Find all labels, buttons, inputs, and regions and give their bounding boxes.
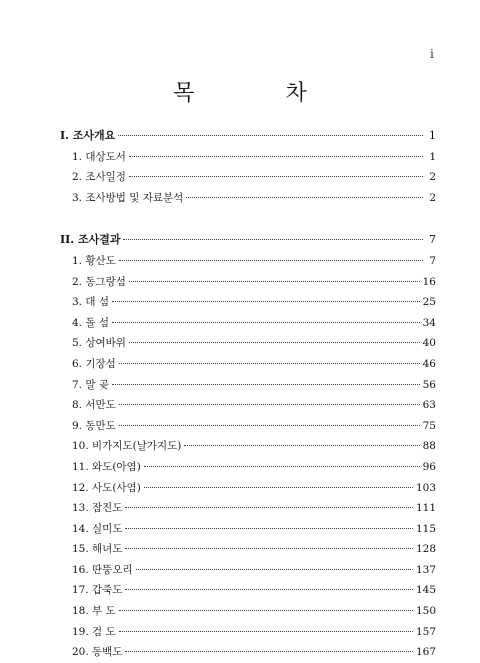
toc-entry[interactable]	[60, 622, 436, 643]
toc-entry[interactable]	[60, 375, 436, 396]
toc-page-number: 2	[429, 171, 436, 184]
dot-leader	[136, 568, 413, 570]
toc-entry-label: 5. 상여바위	[72, 337, 126, 350]
dot-leader	[112, 321, 420, 323]
toc-page-number: 128	[415, 543, 436, 556]
toc-page-number: 1	[429, 150, 436, 163]
toc-section-label: I. 조사개요	[60, 129, 116, 142]
toc-page-number: 7	[429, 254, 436, 267]
toc-entry-label: 17. 갑죽도	[72, 584, 123, 597]
toc-page-number: 7	[429, 233, 436, 247]
toc-page-number: 75	[422, 419, 436, 432]
toc-entry[interactable]	[60, 354, 436, 375]
toc-entry-label: 4. 돌 섬	[72, 316, 109, 329]
dot-leader	[119, 424, 420, 426]
section-gap	[60, 208, 436, 230]
toc-entry[interactable]	[60, 292, 436, 313]
dot-leader	[125, 588, 412, 590]
toc-entry-label: 11. 와도(아염)	[72, 460, 141, 473]
toc-section-overview[interactable]	[60, 126, 436, 147]
toc-entry-label: 10. 비가지도(날가지도)	[72, 440, 182, 453]
toc-entry-label: 1. 대상도서	[72, 150, 126, 163]
toc-entry-label: 20. 동백도	[72, 646, 123, 659]
toc-entry-label: 1. 황산도	[72, 254, 116, 267]
toc-entry[interactable]	[60, 498, 436, 519]
toc-page-number: 25	[422, 296, 436, 309]
toc-entry-label: 3. 조사방법 및 자료분석	[72, 191, 184, 204]
page-title: 목 차	[173, 81, 349, 106]
toc-entry[interactable]	[60, 539, 436, 560]
dot-leader	[125, 547, 412, 549]
toc-entry[interactable]	[60, 395, 436, 416]
toc-entry[interactable]	[60, 601, 436, 622]
toc-entry-label: 19. 검 도	[72, 625, 116, 638]
toc-entry[interactable]	[60, 333, 436, 354]
toc-entry-label: 2. 조사일정	[72, 171, 126, 184]
toc-page-number: 96	[422, 460, 436, 473]
toc-page-number: 137	[415, 563, 436, 576]
toc-entry-label: 14. 실미도	[72, 522, 123, 535]
toc-entry-label: 15. 해녀도	[72, 543, 123, 556]
dot-leader	[112, 383, 420, 385]
dot-leader	[129, 175, 423, 177]
dot-leader	[129, 341, 420, 343]
toc-page-number: 145	[415, 584, 436, 597]
toc-page-number: 63	[422, 399, 436, 412]
toc-entry[interactable]	[60, 478, 436, 499]
dot-leader	[186, 196, 423, 198]
toc-entry[interactable]	[60, 519, 436, 540]
toc-entry-label: 9. 동만도	[72, 419, 116, 432]
toc-page-number: 40	[422, 337, 436, 350]
toc-entry[interactable]	[60, 642, 436, 663]
dot-leader	[144, 486, 413, 488]
dot-leader	[123, 238, 423, 240]
toc-section-label: II. 조사결과	[60, 233, 121, 247]
dot-leader	[118, 134, 423, 136]
toc-page-number: 115	[415, 522, 436, 535]
toc-entry[interactable]	[60, 147, 436, 168]
toc-entry[interactable]	[60, 188, 436, 209]
toc-entry-label: 12. 사도(사염)	[72, 481, 141, 494]
toc-entry-label: 2. 동그랑섬	[72, 275, 126, 288]
dot-leader	[119, 362, 420, 364]
toc-page-number: 150	[415, 605, 436, 618]
dot-leader	[119, 259, 423, 261]
dot-leader	[112, 300, 420, 302]
dot-leader	[184, 444, 419, 446]
toc-page-number: 88	[422, 440, 436, 453]
table-of-contents	[60, 126, 436, 663]
dot-leader	[144, 465, 420, 467]
toc-entry-label: 13. 잠진도	[72, 502, 123, 515]
dot-leader	[119, 609, 413, 611]
toc-entry[interactable]	[60, 560, 436, 581]
toc-page-number: 34	[422, 316, 436, 329]
toc-entry[interactable]	[60, 436, 436, 457]
toc-page-number: 111	[415, 502, 436, 515]
toc-entry[interactable]	[60, 272, 436, 293]
dot-leader	[125, 506, 412, 508]
toc-page-number: 157	[415, 625, 436, 638]
toc-page-number: 103	[415, 481, 436, 494]
dot-leader	[129, 280, 420, 282]
dot-leader	[125, 527, 412, 529]
toc-section-results[interactable]	[60, 230, 436, 251]
toc-entry-label: 18. 부 도	[72, 605, 116, 618]
toc-page-number: 2	[429, 191, 436, 204]
toc-entry-label: 16. 딴뚱오리	[72, 563, 133, 576]
toc-entry-label: 6. 기장섬	[72, 357, 116, 370]
toc-entry[interactable]	[60, 416, 436, 437]
dot-leader	[119, 630, 413, 632]
toc-page-number: 46	[422, 357, 436, 370]
toc-entry-label: 8. 서만도	[72, 399, 116, 412]
toc-page-number: 167	[415, 646, 436, 659]
toc-entry-label: 3. 대 섬	[72, 296, 109, 309]
toc-entry[interactable]	[60, 313, 436, 334]
toc-results-list	[60, 251, 436, 663]
toc-page-number: 56	[422, 378, 436, 391]
dot-leader	[119, 403, 420, 405]
toc-entry-label: 7. 말 곶	[72, 378, 109, 391]
page-number: i	[430, 47, 434, 61]
toc-entry[interactable]	[60, 251, 436, 272]
toc-page-number: 16	[422, 275, 436, 288]
toc-entry[interactable]	[60, 167, 436, 188]
dot-leader	[129, 155, 423, 157]
toc-entry[interactable]	[60, 457, 436, 478]
toc-page-number: 1	[429, 129, 436, 142]
dot-leader	[125, 650, 412, 652]
toc-entry[interactable]	[60, 580, 436, 601]
